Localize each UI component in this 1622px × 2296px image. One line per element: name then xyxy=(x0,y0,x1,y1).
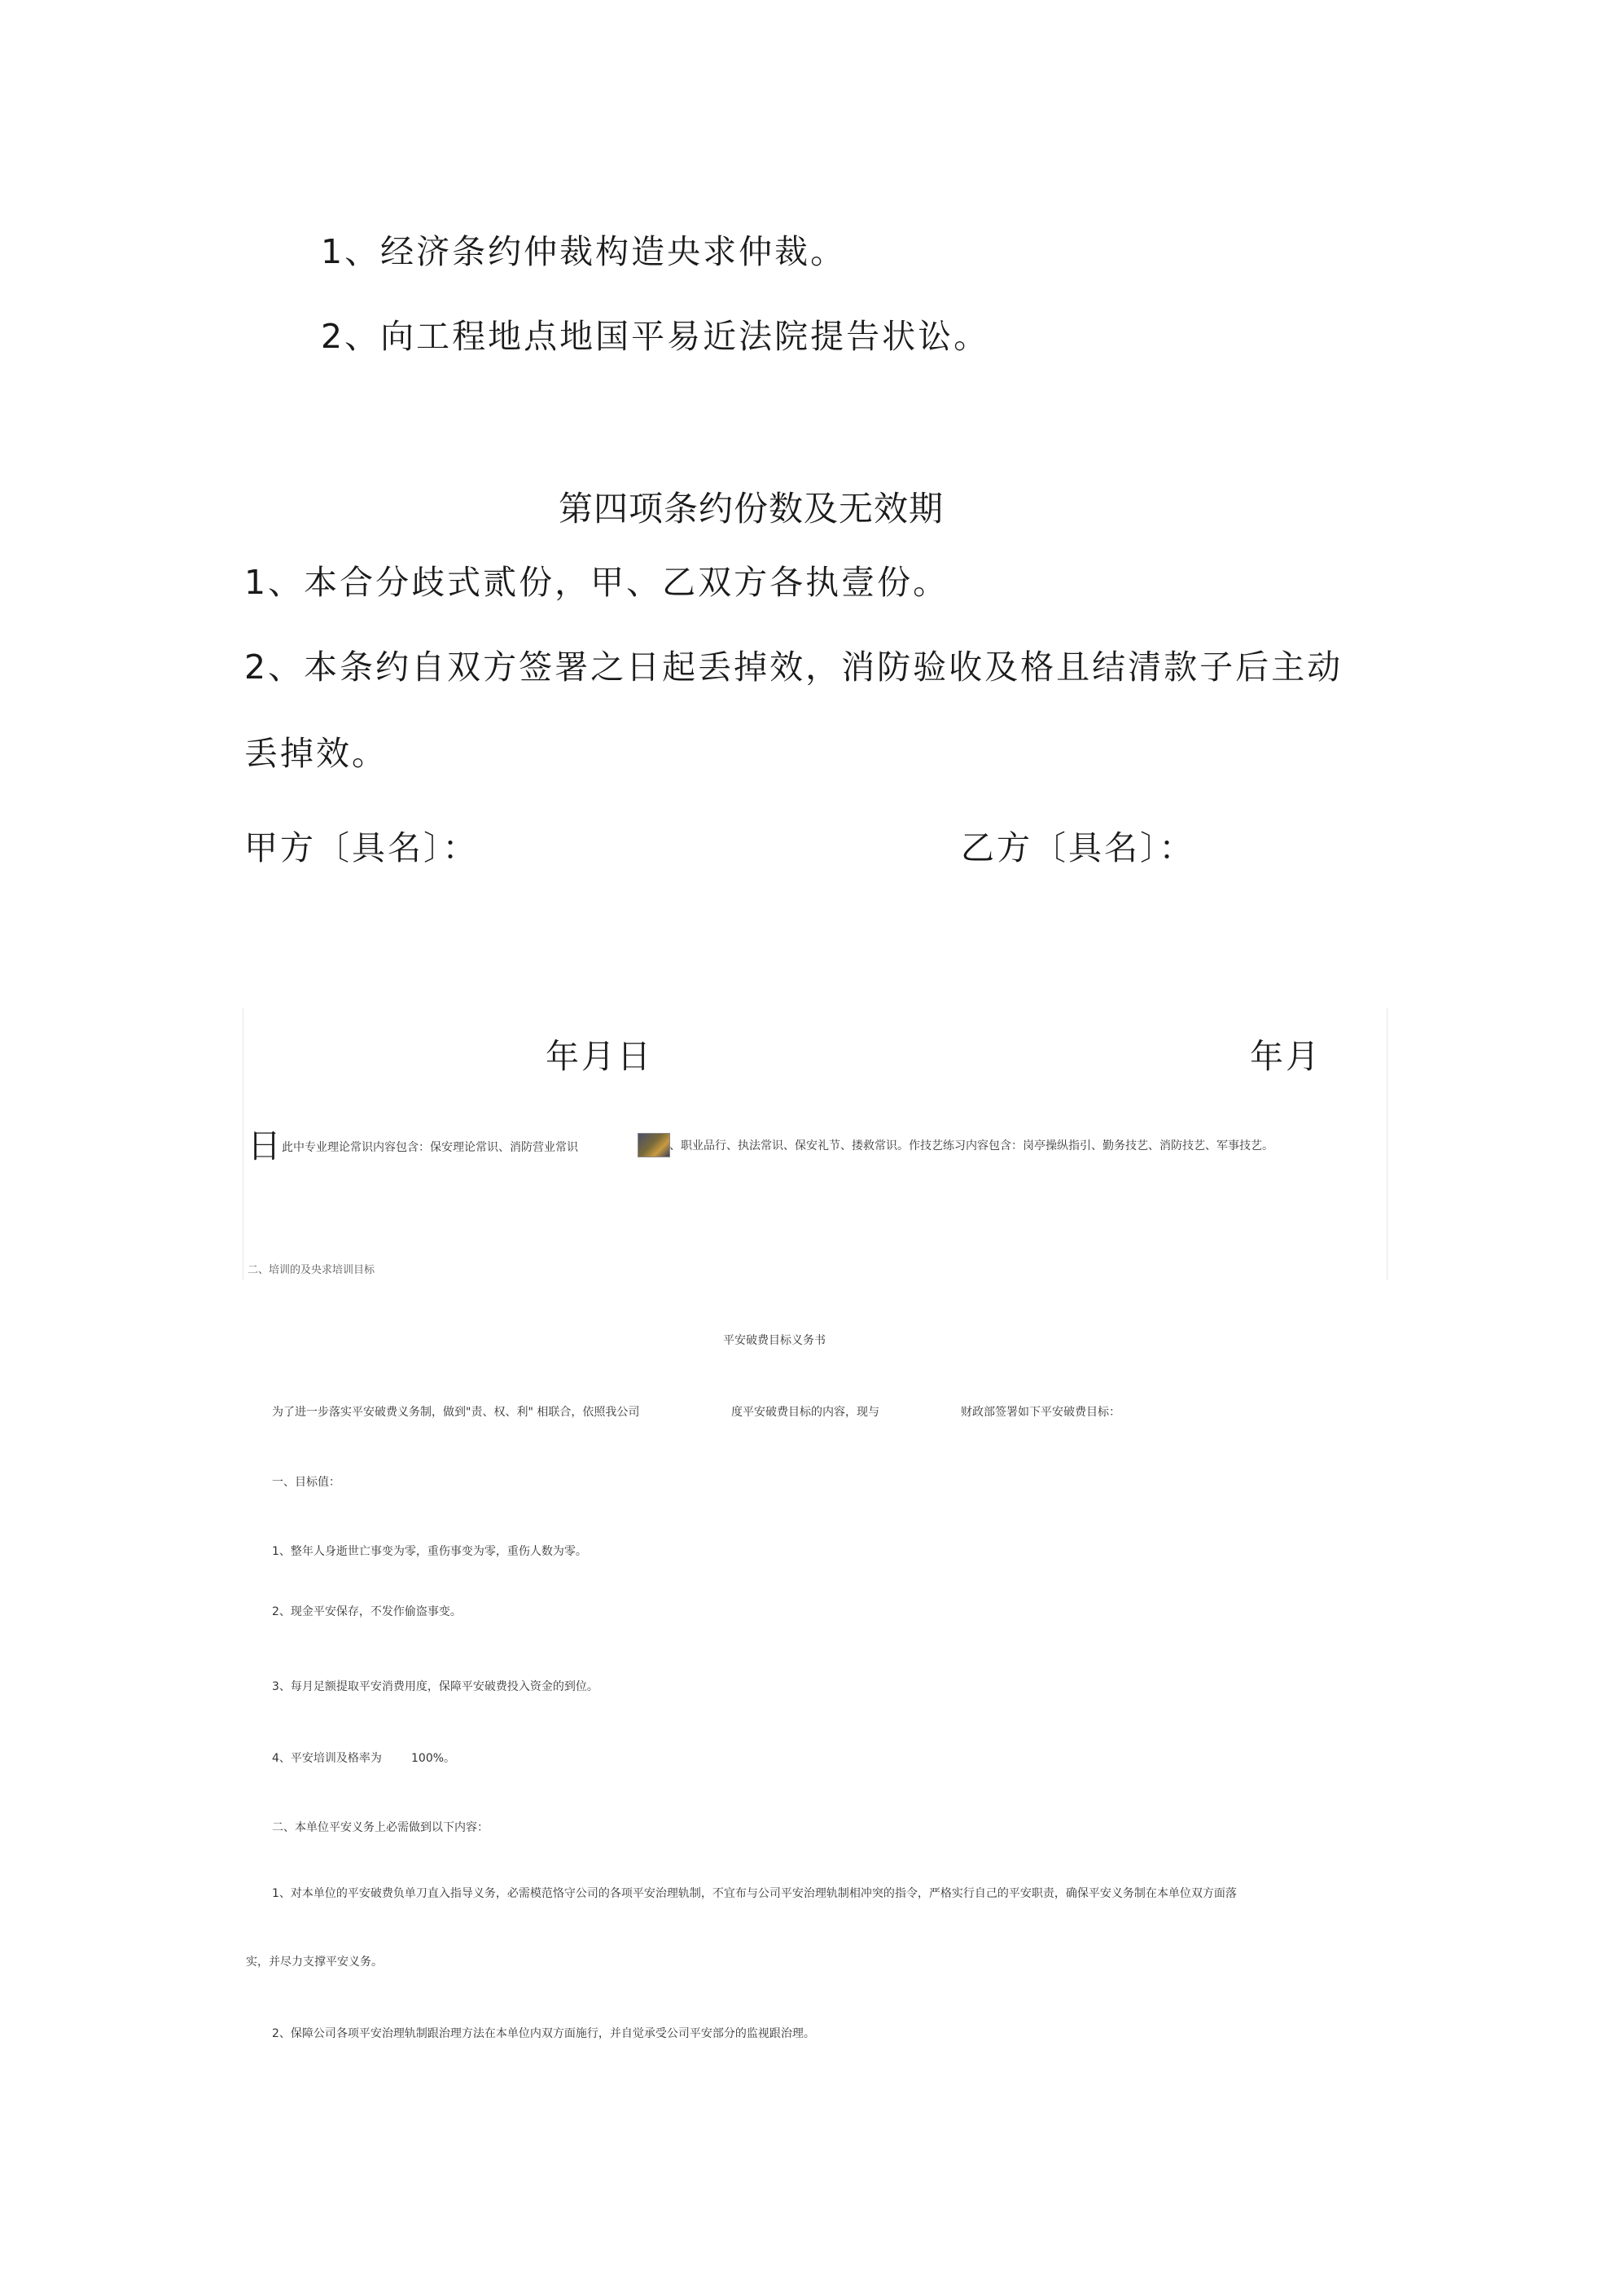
goal-item-1: 1、整年人身逝世亡事变为零，重伤事变为零，重伤人数为零。 xyxy=(272,1545,587,1558)
clause-copies: 1、本合分歧式贰份，甲、乙双方各执壹份。 xyxy=(244,563,949,602)
safety-intro-a: 为了进一步落实平安破费义务制，做到"责、权、利" 相联合，依照我公司 xyxy=(272,1406,640,1419)
duty-item-1-line2: 实，并尽力支撑平安义务。 xyxy=(246,1956,383,1969)
goal-item-4-label: 4、平安培训及格率为 xyxy=(272,1752,382,1765)
date-party-b: 年月 xyxy=(1250,1037,1322,1076)
duty-item-2: 2、保障公司各项平安治理轨制跟治理方法在本单位内双方面施行，并自觉承受公司平安部分的监视跟治理。 xyxy=(272,2027,815,2040)
safety-intro-c: 财政部签署如下平安破费目标： xyxy=(961,1406,1120,1419)
safety-doc-title: 平安破费目标义务书 xyxy=(723,1334,826,1347)
party-b-signature: 乙方〔具名〕： xyxy=(961,828,1195,867)
training-goal-heading: 二、培训的及央求培训目标 xyxy=(248,1264,375,1276)
goal-item-3: 3、每月足额提取平安消费用度，保障平安破费投入资金的到位。 xyxy=(272,1680,598,1693)
date-party-b-day: 日 xyxy=(248,1126,283,1166)
dispute-item-arbitration: 1、经济条约仲裁构造央求仲裁。 xyxy=(321,232,847,271)
training-content-text-2: 、职业品行、执法常识、保安礼节、搂救常识。作技艺练习内容包含：岗亭操纵指引、勤务技艺、消防技艺、军事技艺。 xyxy=(669,1139,1273,1152)
goal-item-2: 2、现金平安保存，不发作偷盗事变。 xyxy=(272,1605,462,1618)
section-title: 第四项条约份数及无效期 xyxy=(559,489,945,529)
thumbnail-image xyxy=(638,1133,670,1157)
party-a-signature: 甲方〔具名〕： xyxy=(244,828,479,867)
training-content-text: 此中专业理论常识内容包含：保安理论常识、消防营业常识 xyxy=(282,1141,578,1154)
goals-heading: 一、目标值： xyxy=(272,1476,340,1489)
date-party-a: 年月日 xyxy=(546,1037,653,1076)
dispute-item-litigation: 2、向工程地点地国平易近法院提告状讼。 xyxy=(321,317,990,356)
clause-validity-line2: 丢掉效。 xyxy=(244,734,388,773)
safety-intro-b: 度平安破费目标的内容，现与 xyxy=(731,1406,879,1419)
clause-validity-line1: 2、本条约自双方签署之日起丢掉效，消防验收及格且结清款子后主动 xyxy=(244,648,1344,687)
goal-item-4-value: 100%。 xyxy=(411,1752,456,1765)
duty-item-1-line1: 1、对本单位的平安破费负单刀直入指导义务，必需模范恪守公司的各项平安治理轨制，不宜布与公司平安治理轨制相冲突的指令，严格实行自己的平安职责，确保平安义务制在本单位双方面落 xyxy=(272,1887,1237,1900)
duties-heading: 二、本单位平安义务上必需做到以下内容： xyxy=(272,1821,489,1834)
